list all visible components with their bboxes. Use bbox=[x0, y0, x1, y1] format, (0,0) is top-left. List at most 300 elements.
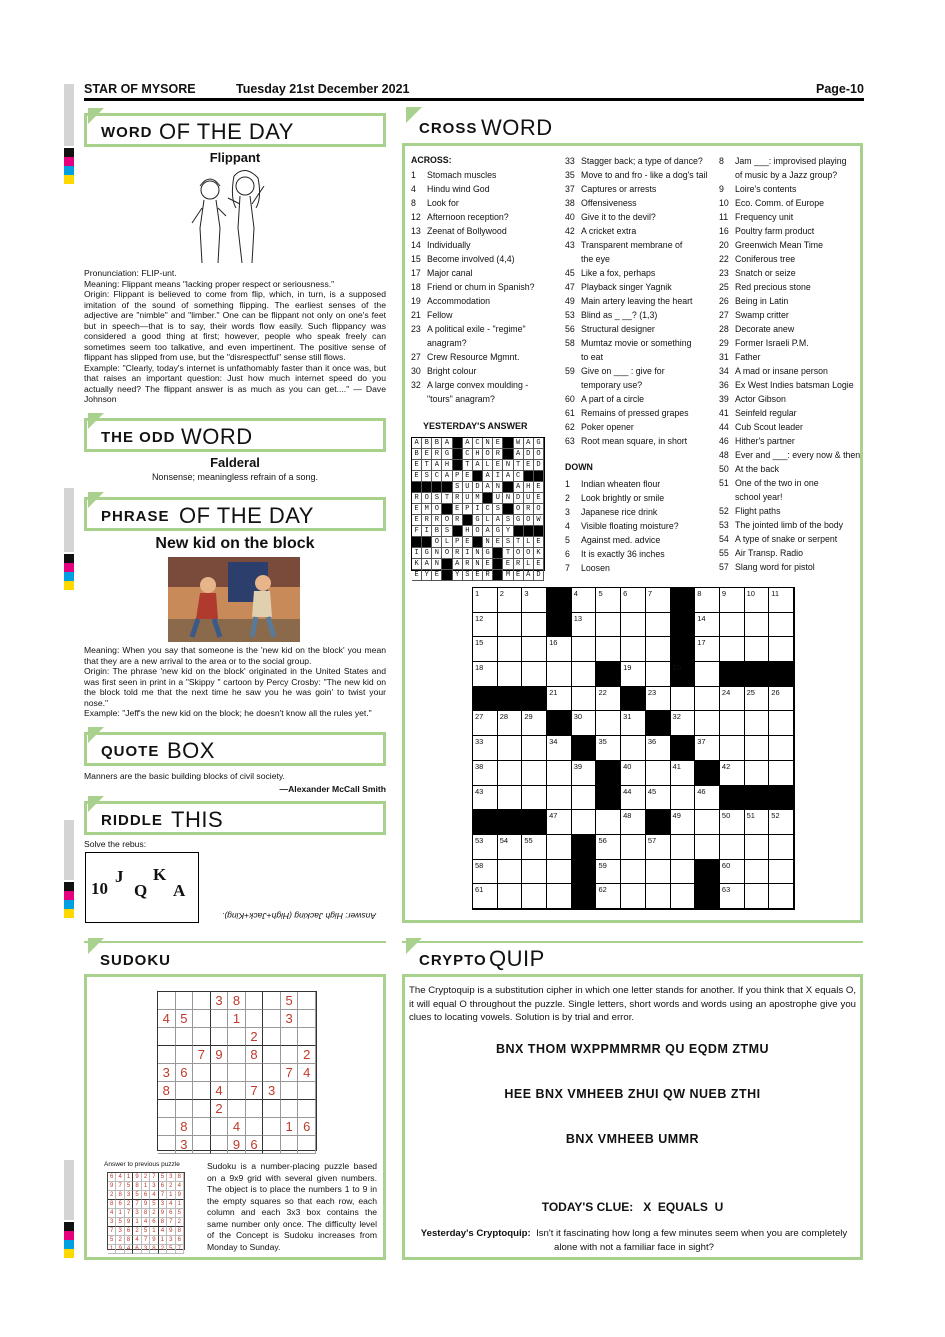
crossword-cell[interactable] bbox=[646, 761, 671, 786]
yesterday-cell: G bbox=[483, 548, 493, 559]
crossword-cell[interactable] bbox=[473, 736, 498, 761]
sudoku-cell[interactable] bbox=[228, 1046, 246, 1064]
crossword-cell[interactable] bbox=[473, 711, 498, 736]
crossword-cell[interactable] bbox=[596, 884, 621, 909]
cell-number: 42 bbox=[721, 761, 731, 771]
sudoku-cell[interactable] bbox=[211, 1028, 229, 1046]
crossword-cell[interactable] bbox=[646, 835, 671, 860]
sudoku-cell[interactable]: 2 bbox=[211, 1100, 229, 1118]
cell-number: 24 bbox=[721, 687, 731, 697]
sudoku-cell: 3 bbox=[125, 1191, 133, 1200]
sudoku-cell[interactable] bbox=[263, 1010, 281, 1028]
yesterday-cell: N bbox=[483, 537, 493, 548]
sudoku-cell[interactable] bbox=[263, 992, 281, 1010]
crossword-cell[interactable] bbox=[498, 860, 523, 885]
crossword-cell[interactable] bbox=[498, 662, 523, 687]
odd-word: Falderal bbox=[210, 455, 260, 470]
clue-number: 16 bbox=[719, 226, 729, 236]
sudoku-cell: 7 bbox=[125, 1209, 133, 1218]
crossword-cell[interactable] bbox=[522, 613, 547, 638]
crossword-cell[interactable] bbox=[745, 884, 770, 909]
sudoku-cell[interactable]: 3 bbox=[158, 1064, 176, 1082]
crossword-cell[interactable] bbox=[646, 786, 671, 811]
sudoku-cell[interactable] bbox=[246, 1118, 264, 1136]
crossword-cell[interactable] bbox=[646, 662, 671, 687]
crossword-cell[interactable] bbox=[646, 637, 671, 662]
sudoku-cell[interactable] bbox=[193, 992, 211, 1010]
clue-item bbox=[411, 238, 535, 252]
crossword-block bbox=[498, 687, 523, 712]
sudoku-cell[interactable] bbox=[176, 1082, 194, 1100]
crossword-cell[interactable] bbox=[671, 761, 696, 786]
crossword-cell[interactable] bbox=[547, 736, 572, 761]
crossword-cell[interactable] bbox=[646, 588, 671, 613]
yesterday-cell: R bbox=[493, 449, 503, 460]
cell-number: 15 bbox=[475, 638, 484, 648]
crossword-cell[interactable] bbox=[522, 786, 547, 811]
sudoku-cell[interactable] bbox=[263, 1064, 281, 1082]
sudoku-cell[interactable]: 7 bbox=[246, 1082, 264, 1100]
crossword-cell[interactable] bbox=[745, 860, 770, 885]
clue-item bbox=[411, 210, 535, 224]
crossword-cell[interactable] bbox=[745, 613, 770, 638]
sudoku-cell[interactable] bbox=[158, 1136, 176, 1154]
sudoku-cell[interactable]: 3 bbox=[211, 992, 229, 1010]
crossword-cell[interactable] bbox=[695, 810, 720, 835]
cell-number: 9 bbox=[721, 589, 727, 598]
sudoku-cell[interactable]: 9 bbox=[228, 1136, 246, 1154]
crossword-cell[interactable] bbox=[522, 736, 547, 761]
sudoku-cell[interactable] bbox=[246, 1064, 264, 1082]
cell-number: 58 bbox=[475, 860, 484, 870]
crossword-cell[interactable] bbox=[745, 711, 770, 736]
crossword-cell[interactable] bbox=[769, 711, 794, 736]
crossword-cell[interactable] bbox=[646, 860, 671, 885]
crossword-cell[interactable] bbox=[769, 687, 794, 712]
sudoku-cell: 1 bbox=[125, 1173, 133, 1182]
crossword-cell[interactable] bbox=[596, 860, 621, 885]
crossword-cell[interactable] bbox=[498, 588, 523, 613]
crossword-cell[interactable] bbox=[498, 613, 523, 638]
crossword-cell[interactable] bbox=[473, 761, 498, 786]
sudoku-cell[interactable] bbox=[298, 1010, 316, 1028]
crossword-cell[interactable] bbox=[720, 835, 745, 860]
yesterday-cell: A bbox=[442, 438, 452, 449]
crossword-cell[interactable] bbox=[621, 711, 646, 736]
cell-number: 47 bbox=[549, 811, 558, 821]
sudoku-cell[interactable] bbox=[193, 1136, 211, 1154]
sudoku-cell[interactable]: 6 bbox=[246, 1136, 264, 1154]
sudoku-cell[interactable] bbox=[298, 1100, 316, 1118]
crossword-cell[interactable] bbox=[769, 810, 794, 835]
sudoku-cell[interactable] bbox=[176, 1100, 194, 1118]
crossword-cell[interactable] bbox=[720, 761, 745, 786]
paper-name: STAR OF MYSORE bbox=[84, 82, 196, 96]
sudoku-cell[interactable] bbox=[263, 1028, 281, 1046]
sudoku-cell[interactable] bbox=[281, 1100, 299, 1118]
yesterday-cell: T bbox=[442, 493, 452, 504]
sudoku-cell[interactable] bbox=[263, 1100, 281, 1118]
crossword-cell[interactable] bbox=[745, 736, 770, 761]
sudoku-cell[interactable] bbox=[176, 1028, 194, 1046]
crossword-cell[interactable] bbox=[547, 884, 572, 909]
crossword-cell[interactable] bbox=[769, 860, 794, 885]
sudoku-cell[interactable]: 9 bbox=[211, 1046, 229, 1064]
sudoku-cell[interactable]: 3 bbox=[281, 1010, 299, 1028]
crossword-cell[interactable] bbox=[769, 736, 794, 761]
crossword-block bbox=[745, 786, 770, 811]
clue-text: A type of snake or serpent bbox=[735, 534, 838, 544]
crossword-cell[interactable] bbox=[596, 736, 621, 761]
crossword-cell[interactable] bbox=[621, 613, 646, 638]
crossword-cell[interactable] bbox=[671, 884, 696, 909]
crossword-cell[interactable] bbox=[522, 761, 547, 786]
crossword-cell[interactable] bbox=[522, 884, 547, 909]
cryptoquip-yesterday: Yesterday's Cryptoquip: Isn't it fascinating how long a few minutes seem when you are completely alone with not a familiar face in sight? bbox=[420, 1228, 848, 1253]
sudoku-cell: 2 bbox=[150, 1209, 158, 1218]
sudoku-cell[interactable] bbox=[228, 1082, 246, 1100]
yesterday-cell: N bbox=[503, 460, 513, 471]
sudoku-cell[interactable]: 1 bbox=[228, 1010, 246, 1028]
crossword-cell[interactable] bbox=[720, 860, 745, 885]
crossword-cell[interactable] bbox=[695, 637, 720, 662]
sudoku-cell[interactable] bbox=[263, 1046, 281, 1064]
clue-text: A cricket extra bbox=[581, 226, 637, 236]
crossword-cell[interactable] bbox=[621, 835, 646, 860]
crossword-cell[interactable] bbox=[621, 761, 646, 786]
crossword-cell[interactable] bbox=[769, 637, 794, 662]
clue-number: 23 bbox=[719, 268, 729, 278]
sudoku-cell[interactable] bbox=[281, 1136, 299, 1154]
sudoku-cell[interactable]: 4 bbox=[298, 1064, 316, 1082]
crossword-cell[interactable] bbox=[572, 588, 597, 613]
crossword-cell[interactable] bbox=[695, 711, 720, 736]
sudoku-cell: 6 bbox=[108, 1173, 116, 1182]
sudoku-cell[interactable] bbox=[263, 1118, 281, 1136]
clue-number: 13 bbox=[411, 226, 421, 236]
crossword-cell[interactable] bbox=[473, 786, 498, 811]
crossword-cell[interactable] bbox=[547, 687, 572, 712]
crossword-cell[interactable] bbox=[646, 736, 671, 761]
crossword-cell[interactable] bbox=[695, 835, 720, 860]
crossword-cell[interactable] bbox=[547, 761, 572, 786]
crossword-cell[interactable] bbox=[720, 711, 745, 736]
clue-text: Seinfeld regular bbox=[735, 408, 797, 418]
sudoku-cell[interactable]: 4 bbox=[211, 1082, 229, 1100]
cell-number: 52 bbox=[771, 811, 780, 821]
clue-item bbox=[411, 252, 535, 266]
crossword-cell[interactable] bbox=[596, 835, 621, 860]
yesterday-cell bbox=[432, 482, 442, 493]
crossword-cell[interactable] bbox=[596, 687, 621, 712]
crossword-cell[interactable] bbox=[621, 662, 646, 687]
crossword-cell[interactable] bbox=[695, 736, 720, 761]
sudoku-cell[interactable]: 8 bbox=[176, 1118, 194, 1136]
crossword-cell[interactable] bbox=[695, 662, 720, 687]
crossword-cell[interactable] bbox=[572, 687, 597, 712]
clue-item bbox=[565, 224, 707, 238]
yesterday-cell: O bbox=[442, 515, 452, 526]
crossword-cell[interactable] bbox=[572, 613, 597, 638]
crossword-cell[interactable] bbox=[745, 810, 770, 835]
crossword-cell[interactable] bbox=[646, 884, 671, 909]
sudoku-cell[interactable]: 1 bbox=[281, 1118, 299, 1136]
sudoku-cell[interactable] bbox=[158, 1100, 176, 1118]
clue-number: 59 bbox=[565, 366, 575, 376]
sudoku-cell[interactable] bbox=[246, 1100, 264, 1118]
sudoku-cell[interactable] bbox=[281, 1046, 299, 1064]
crossword-cell[interactable] bbox=[522, 860, 547, 885]
sudoku-cell[interactable] bbox=[298, 1082, 316, 1100]
sudoku-cell[interactable] bbox=[193, 1010, 211, 1028]
yesterday-cell: R bbox=[453, 515, 463, 526]
sudoku-cell[interactable] bbox=[298, 1136, 316, 1154]
sudoku-cell: 2 bbox=[116, 1236, 124, 1245]
sudoku-cell[interactable] bbox=[193, 1028, 211, 1046]
crossword-cell[interactable] bbox=[646, 613, 671, 638]
crossword-cell[interactable] bbox=[695, 786, 720, 811]
crossword-cell[interactable] bbox=[522, 711, 547, 736]
crossword-cell[interactable] bbox=[498, 835, 523, 860]
yesterday-cell: N bbox=[473, 559, 483, 570]
sudoku-cell[interactable]: 6 bbox=[298, 1118, 316, 1136]
crossword-cell[interactable] bbox=[547, 662, 572, 687]
yesterday-cell: A bbox=[483, 471, 493, 482]
crossword-cell[interactable] bbox=[572, 786, 597, 811]
crossword-cell[interactable] bbox=[671, 687, 696, 712]
cell-number: 26 bbox=[771, 687, 780, 697]
crossword-cell[interactable] bbox=[621, 884, 646, 909]
crossword-cell[interactable] bbox=[695, 687, 720, 712]
crossword-cell[interactable] bbox=[720, 810, 745, 835]
crossword-cell[interactable] bbox=[498, 884, 523, 909]
sudoku-cell[interactable] bbox=[246, 1010, 264, 1028]
sudoku-cell[interactable] bbox=[193, 1082, 211, 1100]
sudoku-cell[interactable] bbox=[228, 1028, 246, 1046]
clue-text: Decorate anew bbox=[735, 324, 795, 334]
yesterday-cell: P bbox=[453, 471, 463, 482]
clue-item bbox=[719, 336, 860, 350]
crossword-cell[interactable] bbox=[720, 588, 745, 613]
sudoku-cell[interactable]: 7 bbox=[281, 1064, 299, 1082]
crossword-cell[interactable] bbox=[720, 884, 745, 909]
crossword-cell[interactable] bbox=[769, 613, 794, 638]
crossword-cell[interactable] bbox=[745, 687, 770, 712]
clue-number: 8 bbox=[411, 198, 416, 208]
crossword-cell[interactable] bbox=[621, 588, 646, 613]
crossword-cell[interactable] bbox=[547, 810, 572, 835]
crossword-cell[interactable] bbox=[547, 637, 572, 662]
sudoku-cell[interactable]: 8 bbox=[246, 1046, 264, 1064]
crossword-cell[interactable] bbox=[572, 810, 597, 835]
sudoku-cell[interactable]: 8 bbox=[228, 992, 246, 1010]
crossword-cell[interactable] bbox=[572, 662, 597, 687]
sudoku-cell[interactable] bbox=[158, 1118, 176, 1136]
across-label: ACROSS: bbox=[411, 155, 452, 165]
crossword-cell[interactable] bbox=[769, 588, 794, 613]
crossword-grid[interactable] bbox=[472, 587, 795, 910]
crossword-cell[interactable] bbox=[720, 736, 745, 761]
sudoku-cell[interactable] bbox=[176, 992, 194, 1010]
sudoku-cell[interactable] bbox=[211, 1064, 229, 1082]
crossword-cell[interactable] bbox=[522, 588, 547, 613]
yesterday-cell: G bbox=[442, 449, 452, 460]
clue-text: Give on ___ : give for bbox=[581, 366, 665, 376]
sudoku-cell[interactable]: 2 bbox=[298, 1046, 316, 1064]
clue-text: Poultry farm product bbox=[735, 226, 815, 236]
sudoku-grid[interactable] bbox=[157, 991, 317, 1151]
sudoku-cell[interactable] bbox=[211, 1010, 229, 1028]
sudoku-cell: 6 bbox=[125, 1227, 133, 1236]
crossword-cell[interactable] bbox=[473, 884, 498, 909]
sudoku-cell[interactable] bbox=[211, 1118, 229, 1136]
crossword-cell[interactable] bbox=[473, 860, 498, 885]
yesterday-cell: C bbox=[514, 471, 524, 482]
crossword-cell[interactable] bbox=[695, 588, 720, 613]
sudoku-cell[interactable]: 2 bbox=[246, 1028, 264, 1046]
sudoku-cell[interactable] bbox=[298, 1028, 316, 1046]
crossword-cell[interactable] bbox=[596, 810, 621, 835]
sudoku-cell[interactable] bbox=[193, 1118, 211, 1136]
crossword-cell[interactable] bbox=[572, 761, 597, 786]
cell-number: 25 bbox=[746, 687, 755, 697]
crossword-cell[interactable] bbox=[547, 835, 572, 860]
sudoku-cell[interactable]: 6 bbox=[176, 1064, 194, 1082]
crossword-cell[interactable] bbox=[596, 711, 621, 736]
clue-number: 53 bbox=[565, 310, 575, 320]
crossword-cell[interactable] bbox=[671, 711, 696, 736]
crossword-cell[interactable] bbox=[498, 761, 523, 786]
crossword-cell[interactable] bbox=[596, 637, 621, 662]
crossword-cell[interactable] bbox=[671, 786, 696, 811]
crossword-cell[interactable] bbox=[621, 810, 646, 835]
crossword-cell[interactable] bbox=[720, 637, 745, 662]
crossword-cell[interactable] bbox=[522, 835, 547, 860]
clue-item bbox=[565, 266, 707, 280]
crossword-cell[interactable] bbox=[745, 588, 770, 613]
sudoku-cell: 2 bbox=[167, 1182, 175, 1191]
sudoku-cell[interactable] bbox=[228, 1064, 246, 1082]
sudoku-cell[interactable] bbox=[193, 1064, 211, 1082]
clue-item bbox=[565, 294, 707, 308]
clue-number: 46 bbox=[719, 436, 729, 446]
sudoku-cell[interactable]: 5 bbox=[176, 1010, 194, 1028]
yesterday-cell: I bbox=[412, 548, 422, 559]
sudoku-cell[interactable] bbox=[281, 1028, 299, 1046]
sudoku-cell[interactable] bbox=[158, 992, 176, 1010]
sudoku-cell[interactable] bbox=[211, 1136, 229, 1154]
crossword-cell[interactable] bbox=[621, 736, 646, 761]
crossword-cell[interactable] bbox=[572, 711, 597, 736]
crossword-cell[interactable] bbox=[695, 613, 720, 638]
crossword-cell[interactable] bbox=[473, 588, 498, 613]
crossword-cell[interactable] bbox=[671, 860, 696, 885]
crossword-cell[interactable] bbox=[745, 761, 770, 786]
crossword-cell[interactable] bbox=[547, 860, 572, 885]
crossword-cell[interactable] bbox=[745, 637, 770, 662]
clue-text: school year! bbox=[735, 492, 783, 502]
crossword-cell[interactable] bbox=[769, 835, 794, 860]
sudoku-cell[interactable]: 7 bbox=[193, 1046, 211, 1064]
crossword-cell[interactable] bbox=[621, 637, 646, 662]
sudoku-cell[interactable] bbox=[281, 1082, 299, 1100]
yesterday-cell: A bbox=[422, 559, 432, 570]
sudoku-cell[interactable]: 3 bbox=[263, 1082, 281, 1100]
sudoku-title: SUDOKU bbox=[100, 952, 172, 969]
cell-number: 36 bbox=[647, 737, 657, 747]
sudoku-cell[interactable] bbox=[228, 1100, 246, 1118]
cell-number: 6 bbox=[623, 589, 628, 598]
crossword-cell[interactable] bbox=[498, 786, 523, 811]
sudoku-cell[interactable] bbox=[176, 1046, 194, 1064]
crossword-cell[interactable] bbox=[720, 687, 745, 712]
sudoku-cell[interactable] bbox=[193, 1100, 211, 1118]
clue-number: 48 bbox=[719, 450, 729, 460]
sudoku-cell[interactable]: 5 bbox=[281, 992, 299, 1010]
sudoku-cell[interactable] bbox=[246, 992, 264, 1010]
crossword-cell[interactable] bbox=[473, 613, 498, 638]
crossword-cell[interactable] bbox=[473, 835, 498, 860]
sudoku-cell[interactable] bbox=[158, 1028, 176, 1046]
sudoku-cell: 9 bbox=[116, 1245, 124, 1254]
crossword-cell[interactable] bbox=[572, 637, 597, 662]
crossword-cell[interactable] bbox=[473, 637, 498, 662]
crossword-cell[interactable] bbox=[745, 835, 770, 860]
crossword-block bbox=[596, 662, 621, 687]
clue-item bbox=[719, 252, 860, 266]
clue-item bbox=[565, 168, 707, 182]
sudoku-cell[interactable]: 4 bbox=[158, 1010, 176, 1028]
sudoku-cell[interactable] bbox=[158, 1046, 176, 1064]
yesterday-cell: E bbox=[534, 559, 544, 570]
yesterday-cell: A bbox=[442, 471, 452, 482]
crossword-cell[interactable] bbox=[671, 835, 696, 860]
clue-text: Zeenat of Bollywood bbox=[427, 226, 507, 236]
sudoku-cell: 3 bbox=[133, 1209, 141, 1218]
crossword-cell[interactable] bbox=[596, 613, 621, 638]
crossword-cell[interactable] bbox=[596, 588, 621, 613]
crossword-cell[interactable] bbox=[671, 810, 696, 835]
crossword-cell[interactable] bbox=[769, 884, 794, 909]
crossword-cell[interactable] bbox=[646, 687, 671, 712]
crossword-cell[interactable] bbox=[621, 860, 646, 885]
sudoku-cell[interactable] bbox=[263, 1136, 281, 1154]
crossword-cell[interactable] bbox=[547, 786, 572, 811]
crossword-cell[interactable] bbox=[522, 662, 547, 687]
crossword-cell[interactable] bbox=[498, 736, 523, 761]
sudoku-cell: 6 bbox=[159, 1182, 167, 1191]
clue-item bbox=[565, 154, 707, 168]
crossword-cell[interactable] bbox=[621, 786, 646, 811]
sudoku-cell[interactable] bbox=[298, 992, 316, 1010]
clue-text: At the back bbox=[735, 464, 780, 474]
sudoku-cell[interactable]: 3 bbox=[176, 1136, 194, 1154]
sudoku-cell[interactable]: 4 bbox=[228, 1118, 246, 1136]
clue-item bbox=[565, 210, 707, 224]
yesterday-cell: E bbox=[463, 471, 473, 482]
cell-number: 16 bbox=[549, 638, 558, 648]
crossword-cell[interactable] bbox=[473, 662, 498, 687]
clue-number: 25 bbox=[719, 282, 729, 292]
sudoku-cell[interactable]: 8 bbox=[158, 1082, 176, 1100]
clue-number: 27 bbox=[411, 352, 421, 362]
sudoku-cell: 9 bbox=[150, 1236, 158, 1245]
crossword-cell[interactable] bbox=[498, 637, 523, 662]
crossword-cell[interactable] bbox=[498, 711, 523, 736]
crossword-cell[interactable] bbox=[522, 637, 547, 662]
crossword-cell[interactable] bbox=[769, 761, 794, 786]
crossword-cell[interactable] bbox=[720, 613, 745, 638]
